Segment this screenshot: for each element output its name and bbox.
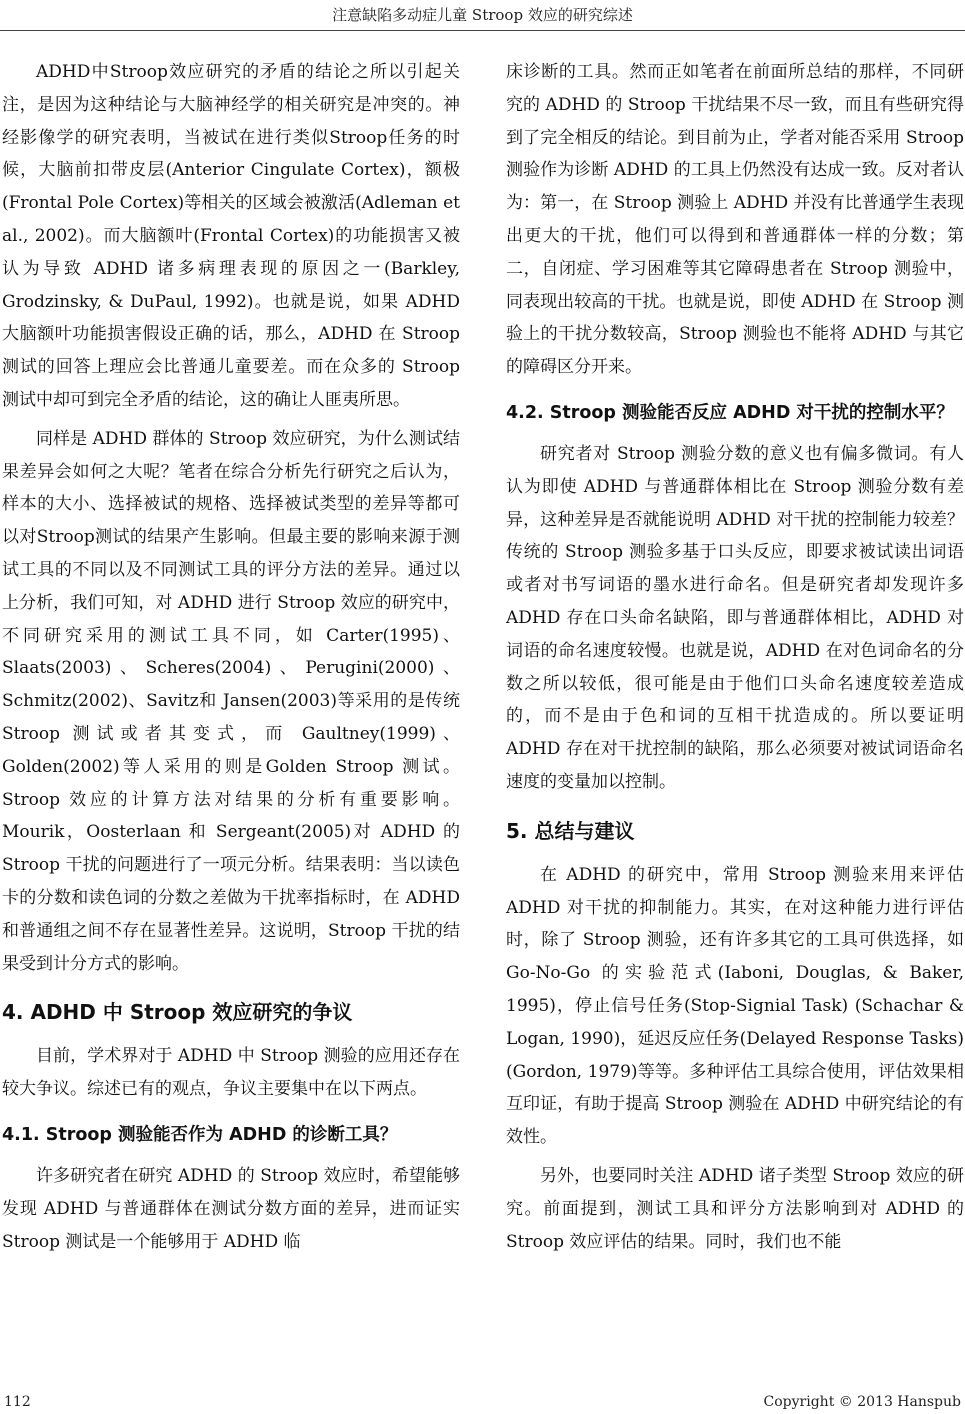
- right-paragraph-2: 研究者对 Stroop 测验分数的意义也有偏多微词。有人认为即使 ADHD 与普通群体相比在 Stroop 测验分数有差异，这种差异是否就能说明 ADHD 对干扰的控制能力较差？传统的 Stroop 测验多基于口头反应，即要求被试读出词语或者对书写词语的墨水进行命名。但是研究者却发现许多 ADHD 存在口头命名缺陷，即与普通群体相比，ADHD 对词语的命名速度较慢。也就是说，ADHD 在对色词命名的分数之所以较低，很可能是由于他们口头命名速度较差造成的，而不是由于色和词的互相干扰造成的。所以要证明ADHD 存在对干扰控制的缺陷，那么必须要对被试词语命名速度的变量加以控制。: [506, 443, 964, 792]
- left-paragraph-3: 目前，学术界对于 ADHD 中 Stroop 测验的应用还存在较大争议。综述已有的观点，争议主要集中在以下两点。: [2, 1046, 460, 1100]
- right-paragraph-1: 床诊断的工具。然而正如笔者在前面所总结的那样，不同研究的 ADHD 的 Stroop 干扰结果不尽一致，而且有些研究得到了完全相反的结论。到目前为止，学者对能否采用 Stroop 测验作为诊断 ADHD 的工具上仍然没有达成一致。反对者认为：第一，在 Stroop 测验上 ADHD 并没有比普通学生表现出更大的干扰，他们可以得到和普通群体一样的分数；第二，自闭症、学习困难等其它障碍患者在 Stroop 测验中，同表现出较高的干扰。也就是说，即使 ADHD 在 Stroop 测验上的干扰分数较高，Stroop 测验也不能将 ADHD 与其它的障碍区分开来。: [506, 62, 964, 378]
- section-4-heading: 4. ADHD 中 Stroop 效应研究的争议: [2, 1000, 353, 1025]
- right-paragraph-4: 另外，也要同时关注 ADHD 诸子类型 Stroop 效应的研究。前面提到，测试工具和评分方法影响到对 ADHD 的 Stroop 效应评估的结果。同时，我们也不能: [506, 1165, 964, 1252]
- section-4-1-heading: 4.1. Stroop 测验能否作为 ADHD 的诊断工具？: [2, 1124, 398, 1145]
- left-paragraph-1: ADHD中Stroop效应研究的矛盾的结论之所以引起关注，是因为这种结论与大脑神经学的相关研究是冲突的。神经影像学的研究表明，当被试在进行类似Stroop任务的时候，大脑前扣带皮层(Anterior Cingulate Cortex)，额极(Frontal Pole Cortex)等相关的区域会被激活(Adleman et al., 2002)。而大脑额叶(Frontal Cortex)的功能损害又被认为导致 ADHD 诸多病理表现的原因之一(Barkley, Grodzinsky, & DuPaul, 1992)。也就是说，如果 ADHD 大脑额叶功能损害假设正确的话，那么，ADHD 在 Stroop 测试的回答上理应会比普通儿童要差。而在众多的 Stroop 测试中却可到完全矛盾的结论，这的确让人匪夷所思。: [2, 62, 460, 410]
- right-paragraph-3: 在 ADHD 的研究中，常用 Stroop 测验来用来评估 ADHD 对干扰的抑制能力。其实，在对这种能力进行评估时，除了 Stroop 测验，还有许多其它的工具可供选择，如 Go-No-Go 的实验范式(Iaboni, Douglas, & Baker, 1995)，停止信号任务(Stop-Signial Task) (Schachar & Logan, 1990)，延迟反应任务(Delayed Response Tasks) (Gordon, 1979)等等。多种评估工具综合使用，评估效果相互印证，有助于提高 Stroop 测验在 ADHD 中研究结论的有效性。: [506, 864, 964, 1148]
- running-header: 注意缺陷多动症儿童 Stroop 效应的研究综述: [332, 6, 633, 24]
- right-column: [506, 56, 964, 1264]
- section-5-heading: 5. 总结与建议: [506, 818, 635, 843]
- section-4-2-heading: 4.2. Stroop 测验能否反应 ADHD 对干扰的控制水平？: [506, 402, 954, 423]
- left-paragraph-4: 许多研究者在研究 ADHD 的 Stroop 效应时，希望能够发现 ADHD 与普通群体在测试分数方面的差异，进而证实 Stroop 测试是一个能够用于 ADHD 临: [2, 1165, 460, 1252]
- header-rule: [0, 30, 965, 31]
- left-column: [2, 56, 460, 1264]
- page-number: 112: [4, 1394, 31, 1410]
- copyright-notice: Copyright © 2013 Hanspub: [763, 1394, 961, 1410]
- left-paragraph-2: 同样是 ADHD 群体的 Stroop 效应研究，为什么测试结果差异会如何之大呢？笔者在综合分析先行研究之后认为，样本的大小、选择被试的规格、选择被试类型的差异等都可以对Stroop测试的结果产生影响。但最主要的影响来源于测试工具的不同以及不同测试工具的评分方法的差异。通过以上分析，我们可知，对 ADHD 进行 Stroop 效应的研究中，不同研究采用的测试工具不同，如 Carter(1995)、Slaats(2003)、Scheres(2004)、Perugini(2000)、Schmitz(2002)、Savitz和 Jansen(2003)等采用的是传统 Stroop 测试或者其变式，而 Gaultney(1999)、Golden(2002)等人采用的则是Golden Stroop 测试。Stroop 效应的计算方法对结果的分析有重要影响。Mourik，Oosterlaan 和 Sergeant(2005)对 ADHD 的 Stroop 干扰的问题进行了一项元分析。结果表明：当以读色卡的分数和读色词的分数之差做为干扰率指标时，在 ADHD 和普通组之间不存在显著性差异。这说明，Stroop 干扰的结果受到计分方式的影响。: [2, 428, 460, 974]
